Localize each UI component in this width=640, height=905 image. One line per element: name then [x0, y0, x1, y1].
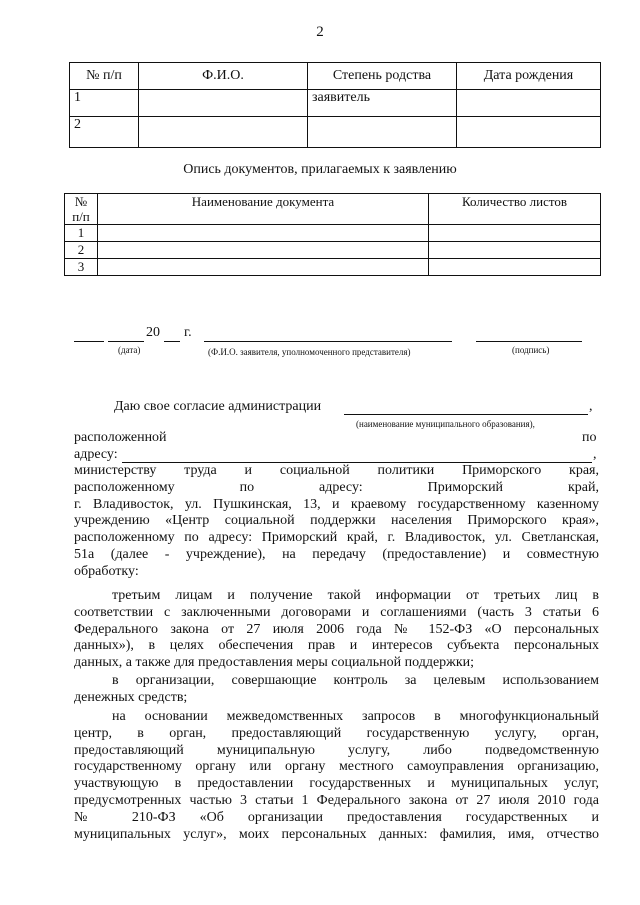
text-line: Федерального закона от 27 июля 2006 года № 152-ФЗ «О персональных — [74, 621, 599, 637]
paragraph-interagency — [74, 709, 599, 843]
family-table — [69, 62, 601, 148]
text-line: данных, а также для предоставления меры социальной поддержки; — [74, 655, 475, 671]
fio-caption: (Ф.И.О. заявителя, уполномоченного представителя) — [208, 347, 411, 357]
col-header-num — [65, 194, 98, 225]
po-word: по — [582, 430, 597, 445]
table-header-row — [70, 63, 601, 90]
col-header-fio: Ф.И.О. — [139, 63, 308, 90]
table-row — [70, 117, 601, 148]
text-line: предоставляющий муниципальную услугу, либо подведомственную — [74, 742, 599, 758]
address-comma: , — [593, 447, 597, 462]
fio-line — [204, 341, 452, 342]
text-line: данных»), в целях обеспечения прав и интересов субъекта персональных — [74, 638, 599, 654]
cell-num: 2 — [70, 117, 139, 148]
col-header-sheets: Количество листов — [429, 194, 601, 225]
day-line — [74, 341, 104, 342]
cell-birthdate — [457, 117, 601, 148]
col-header-num-line1: № — [74, 194, 88, 209]
text-line: учреждению «Центр социальной поддержки населения Приморского края», — [74, 513, 599, 529]
docs-list-title: Опись документов, прилагаемых к заявлению — [183, 162, 457, 177]
table-row — [65, 259, 601, 276]
cell-birthdate — [457, 90, 601, 117]
date-caption: (дата) — [118, 345, 141, 355]
consent-intro: Даю свое согласие администрации — [114, 399, 322, 414]
text-line: обработку: — [74, 563, 139, 579]
docs-table — [64, 193, 601, 276]
cell-relation: заявитель — [308, 90, 457, 117]
year-line — [164, 341, 180, 342]
municipality-caption: (наименование муниципального образования), — [356, 419, 535, 429]
cell-relation — [308, 117, 457, 148]
col-header-relation: Степень родства — [308, 63, 457, 90]
cell-num: 3 — [65, 259, 98, 276]
sign-line — [476, 341, 582, 342]
text-line: министерству труда и социальной политики Приморского края, — [74, 463, 599, 478]
page-number: 2 — [316, 24, 324, 40]
text-line: центр, в орган, предоставляющий государственную услугу, орган, — [74, 725, 599, 741]
cell-fio — [139, 117, 308, 148]
text-line: № 210-ФЗ «Об организации предоставления государственных и — [74, 809, 599, 825]
col-header-name: Наименование документа — [98, 194, 429, 225]
text-line: предусмотренных частью 3 статьи 1 Федерального закона от 27 июля 2010 года — [74, 792, 599, 808]
located-word: расположенной — [74, 430, 167, 445]
col-header-num-line2: п/п — [72, 209, 90, 224]
text-line: участвующую в предоставлении государственных и муниципальных услуг, — [74, 776, 599, 792]
paragraph-control-orgs — [74, 673, 599, 707]
address-label: адресу: — [74, 447, 118, 462]
cell-fio — [139, 90, 308, 117]
text-line: г. Владивосток, ул. Пушкинская, 13, и краевому государственному казенному — [74, 496, 599, 512]
col-header-num: № п/п — [70, 63, 139, 90]
month-line — [108, 341, 144, 342]
text-line: в организации, совершающие контроль за целевым использованием — [112, 673, 599, 688]
table-row — [65, 225, 601, 242]
table-row — [65, 242, 601, 259]
text-line: денежных средств; — [74, 689, 188, 705]
table-header-row — [65, 194, 601, 225]
municipality-line — [344, 414, 588, 415]
text-line: третьим лицам и получение такой информации от третьих лиц в — [112, 588, 599, 603]
sign-caption: (подпись) — [512, 345, 550, 355]
table-row — [70, 90, 601, 117]
text-line: государственному органу или органу местного самоуправления организацию, — [74, 759, 599, 775]
text-line: 51а (далее - учреждение), на передачу (предоставление) и совместную — [74, 546, 599, 562]
year-prefix: 20 — [146, 325, 160, 340]
consent-comma: , — [589, 399, 593, 414]
cell-num: 2 — [65, 242, 98, 259]
paragraph-third-parties — [74, 588, 599, 672]
text-line: соответствии с заключенными договорами и соглашениями (часть 3 статьи 6 — [74, 604, 599, 620]
cell-num: 1 — [65, 225, 98, 242]
consent-body — [74, 463, 599, 581]
text-line: расположенному по адресу: Приморский край, — [74, 479, 599, 495]
text-line: на основании межведомственных запросов в многофункциональный — [112, 709, 599, 724]
text-line: муниципальных услуг», моих персональных данных: фамилия, имя, отчество — [74, 826, 599, 842]
col-header-birthdate: Дата рождения — [457, 63, 601, 90]
text-line: расположенному по адресу: Приморский край, г. Владивосток, ул. Светланская, — [74, 530, 599, 546]
year-suffix: г. — [184, 325, 192, 340]
cell-num: 1 — [70, 90, 139, 117]
